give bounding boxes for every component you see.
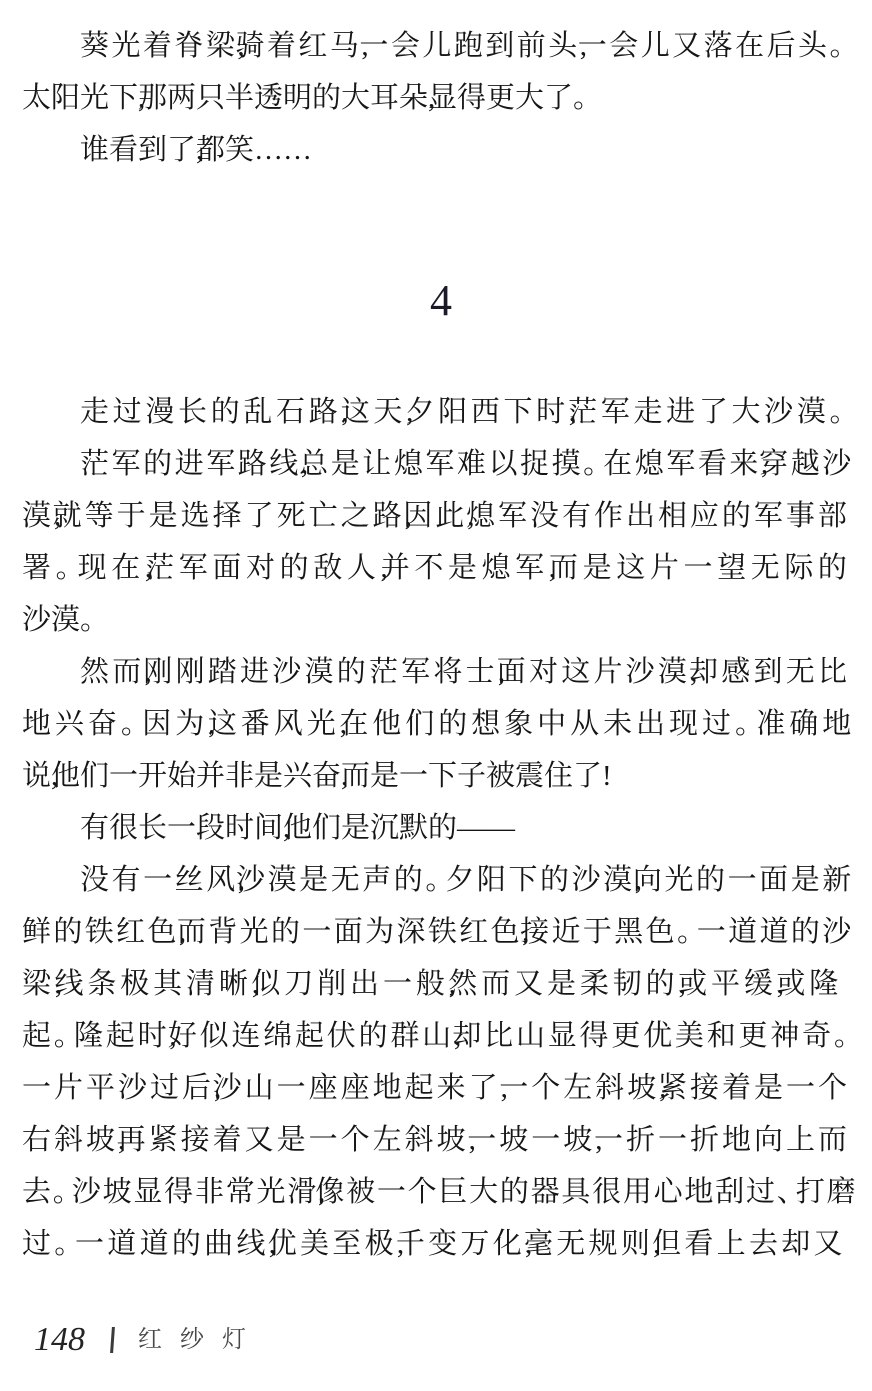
- footer-divider: [110, 1327, 115, 1353]
- chapter-number-heading: 4: [430, 276, 452, 325]
- text-line: 署。现在茫军面对的敌人并不是熄军而是这片一望无际的: [22, 552, 847, 584]
- text-line: 说他们一开始并非是兴奋而是一下子被震住了!: [22, 760, 612, 792]
- top-section: [22, 20, 860, 176]
- text-line: 梁线条极其清晰似刀削出一般然而又是柔韧的或平缓或隆: [22, 968, 839, 1000]
- text-line: 沙漠。: [22, 604, 98, 636]
- page-number: 148: [34, 1321, 85, 1358]
- text-line: 葵光着脊梁骑着红马一会儿跑到前头一会儿又落在后头。: [80, 30, 847, 62]
- text-line: 去。沙坡显得非常光滑像被一个巨大的器具很用心地刮过、打磨: [22, 1176, 856, 1208]
- text-line: 地兴奋。因为这番风光在他们的想象中从未出现过。准确地: [22, 708, 852, 740]
- text-line: 过。一道道的曲线优美至极千变万化毫无规则但看上去却又: [22, 1228, 843, 1260]
- chapter-section: [22, 386, 860, 1270]
- text-line: 起。隆起时好似连绵起伏的群山却比山显得更优美和更神奇。: [22, 1020, 852, 1052]
- text-line: 茫军的进军路线总是让熄军难以捉摸。在熄军看来穿越沙: [80, 448, 852, 480]
- text-line: 鲜的铁红色而背光的一面为深铁红色接近于黑色。一道道的沙: [22, 916, 852, 948]
- text-line: 有很长一段时间他们是沉默的——: [80, 812, 516, 844]
- text-line: 没有一丝风沙漠是无声的。夕阳下的沙漠向光的一面是新: [80, 864, 852, 896]
- text-line: 太阳光下那两只半透明的大耳朵显得更大了。: [22, 82, 591, 114]
- text-line: 一片平沙过后沙山一座座地起来了一个左斜坡紧接着是一个: [22, 1072, 847, 1104]
- text-line: 然而刚刚踏进沙漠的茫军将士面对这片沙漠却感到无比: [80, 656, 847, 688]
- text-line: 谁看到了都笑……: [80, 134, 313, 166]
- page-footer: [34, 1318, 264, 1362]
- book-title: 红纱灯: [138, 1327, 264, 1353]
- text-line: 走过漫长的乱石路这天夕阳西下时茫军走进了大沙漠。: [80, 396, 847, 428]
- text-line: 右斜坡再紧接着又是一个左斜坡一坡一坡一折一折地向上而: [22, 1124, 847, 1156]
- text-line: 漠就等于是选择了死亡之路因此熄军没有作出相应的军事部: [22, 500, 847, 532]
